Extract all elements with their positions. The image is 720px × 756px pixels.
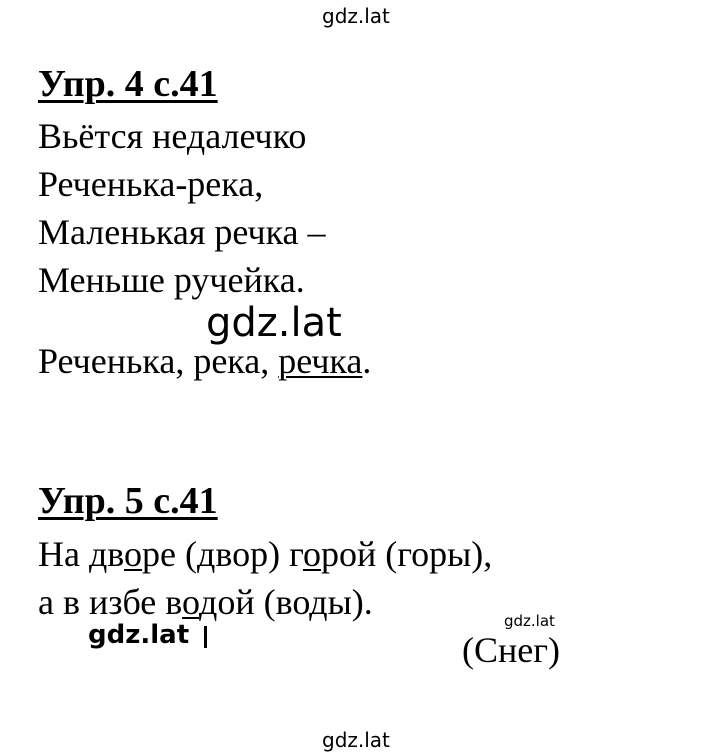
poem-line-1: Вьётся недалечко xyxy=(38,116,307,156)
riddle-line-1-part-3: рой (горы), xyxy=(320,534,493,574)
riddle-line-1-vowel-1: о xyxy=(124,534,143,574)
watermark-lower-left: gdz.lat xyxy=(88,620,190,650)
riddle-line-2-part-1: а в избе в xyxy=(38,582,183,622)
answer-separator-2: , xyxy=(260,341,279,381)
riddle-answer: (Снег) xyxy=(462,630,560,670)
cursor-bar xyxy=(204,626,207,648)
riddle-line-1 xyxy=(38,536,492,572)
exercise-4-heading: Упр. 4 с.41 xyxy=(38,63,218,105)
poem-line-4: Меньше ручейка. xyxy=(38,260,305,300)
answer-word-1: Реченька xyxy=(38,341,176,381)
exercise-4-answer xyxy=(38,343,371,379)
watermark-lower-right: gdz.lat xyxy=(504,612,555,630)
answer-word-2: река xyxy=(193,341,261,381)
riddle-line-2 xyxy=(38,584,373,620)
riddle-line-1-vowel-2: о xyxy=(302,534,321,574)
watermark-middle: gdz.lat xyxy=(206,300,342,346)
poem-line-2: Реченька-река, xyxy=(38,164,264,204)
riddle-line-2-part-2: дой (воды). xyxy=(199,582,373,622)
watermark-bottom: gdz.lat xyxy=(322,728,390,752)
riddle-line-2-vowel-1: о xyxy=(182,582,200,622)
watermark-top: gdz.lat xyxy=(322,4,390,28)
poem-line-3: Маленькая речка – xyxy=(38,212,326,252)
riddle-line-1-part-2: ре (двор) г xyxy=(142,534,303,574)
answer-separator-1: , xyxy=(175,341,194,381)
riddle-line-1-part-1: На дв xyxy=(38,534,125,574)
answer-word-3-underlined: речка xyxy=(278,341,363,381)
answer-end: . xyxy=(362,341,372,381)
exercise-5-heading: Упр. 5 с.41 xyxy=(38,480,218,522)
